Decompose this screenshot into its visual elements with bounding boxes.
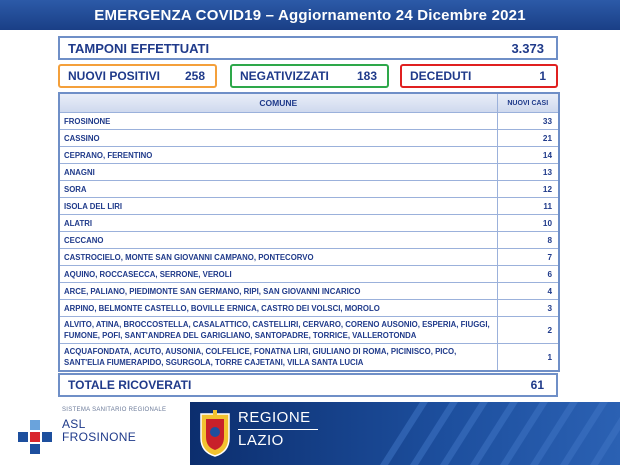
negativizzati-label: NEGATIVIZZATI: [240, 69, 329, 83]
tamponi-value: 3.373: [511, 40, 544, 56]
table-row: [59, 266, 559, 283]
row-comune: CECCANO: [59, 232, 497, 249]
row-comune: CASSINO: [59, 130, 497, 147]
row-comune: ALATRI: [59, 215, 497, 232]
table-row: [59, 113, 559, 130]
table-row: [59, 215, 559, 232]
asl-line-2: FROSINONE: [62, 430, 137, 444]
deceduti-label: DECEDUTI: [410, 69, 472, 83]
table-row: [59, 249, 559, 266]
table-row: [59, 344, 559, 372]
nuovi-positivi-box: [58, 64, 217, 88]
table-row: [59, 317, 559, 344]
row-casi: 8: [497, 232, 559, 249]
row-casi: 11: [497, 198, 559, 215]
table-row: [59, 130, 559, 147]
table-row: [59, 164, 559, 181]
page-title: EMERGENZA COVID19 – Aggiornamento 24 Dicembre 2021: [94, 6, 526, 24]
asl-cross-icon: [18, 420, 52, 454]
regione-lazio-banner: [190, 402, 620, 465]
deceduti-value: 1: [539, 69, 546, 83]
comuni-table: [58, 92, 560, 372]
row-casi: 13: [497, 164, 559, 181]
table-header-row: [59, 93, 559, 113]
table-row: [59, 300, 559, 317]
asl-line-1: ASL: [62, 417, 86, 431]
regione-lazio-wordmark: [238, 408, 318, 451]
page-title-banner: [0, 0, 620, 30]
table-row: [59, 283, 559, 300]
totale-ricoverati-label: TOTALE RICOVERATI: [68, 378, 192, 392]
row-comune: ISOLA DEL LIRI: [59, 198, 497, 215]
row-comune: ALVITO, ATINA, BROCCOSTELLA, CASALATTICO, CASTELLIRI, CERVARO, CORENO AUSONIO, ESPERIA, FIUGGI, FUMONE, POFI, SANT'ANDREA DEL GARIGLIANO, SANTOPADRE, TORRICE, VALLEROTONDA: [59, 317, 497, 344]
negativizzati-value: 183: [356, 69, 377, 83]
regione-lazio-emblem-icon: [198, 408, 232, 458]
table-row: [59, 198, 559, 215]
table-row: [59, 147, 559, 164]
row-casi: 6: [497, 266, 559, 283]
row-casi: 14: [497, 147, 559, 164]
decorative-stripes-icon: [320, 402, 620, 465]
row-comune: CEPRANO, FERENTINO: [59, 147, 497, 164]
row-casi: 33: [497, 113, 559, 130]
lazio-label: LAZIO: [238, 432, 284, 449]
column-header-comune: COMUNE: [59, 93, 497, 113]
asl-name: [62, 418, 136, 444]
row-comune: CASTROCIELO, MONTE SAN GIOVANNI CAMPANO, PONTECORVO: [59, 249, 497, 266]
row-casi: 1: [497, 344, 559, 372]
row-comune: ARPINO, BELMONTE CASTELLO, BOVILLE ERNICA, CASTRO DEI VOLSCI, MOROLO: [59, 300, 497, 317]
row-comune: ANAGNI: [59, 164, 497, 181]
deceduti-box: [400, 64, 558, 88]
totale-ricoverati-value: 61: [530, 378, 544, 392]
ssr-label: SISTEMA SANITARIO REGIONALE: [62, 407, 167, 413]
row-comune: FROSINONE: [59, 113, 497, 130]
totale-ricoverati-box: [58, 373, 558, 397]
row-casi: 21: [497, 130, 559, 147]
row-casi: 7: [497, 249, 559, 266]
table-row: [59, 181, 559, 198]
row-casi: 2: [497, 317, 559, 344]
row-comune: ACQUAFONDATA, ACUTO, AUSONIA, COLFELICE, FONATNA LIRI, GIULIANO DI ROMA, PICINISCO, PICO, SANT'ELIA FIUMERAPIDO, SGURGOLA, TORRE CAJETANI, VILLA SANTA LUCIA: [59, 344, 497, 372]
tamponi-box: [58, 36, 558, 60]
table-row: [59, 232, 559, 249]
nuovi-positivi-label: NUOVI POSITIVI: [68, 69, 161, 83]
row-comune: SORA: [59, 181, 497, 198]
row-comune: AQUINO, ROCCASECCA, SERRONE, VEROLI: [59, 266, 497, 283]
regione-label: REGIONE: [238, 409, 311, 426]
negativizzati-box: [230, 64, 389, 88]
nuovi-positivi-value: 258: [184, 69, 205, 83]
row-casi: 10: [497, 215, 559, 232]
row-casi: 3: [497, 300, 559, 317]
asl-logo-area: [0, 402, 190, 465]
wordmark-divider: [238, 429, 318, 430]
row-casi: 12: [497, 181, 559, 198]
row-comune: ARCE, PALIANO, PIEDIMONTE SAN GERMANO, RIPI, SAN GIOVANNI INCARICO: [59, 283, 497, 300]
row-casi: 4: [497, 283, 559, 300]
tamponi-label: TAMPONI EFFETTUATI: [68, 40, 210, 56]
column-header-nuovi-casi: NUOVI CASI: [497, 93, 559, 113]
